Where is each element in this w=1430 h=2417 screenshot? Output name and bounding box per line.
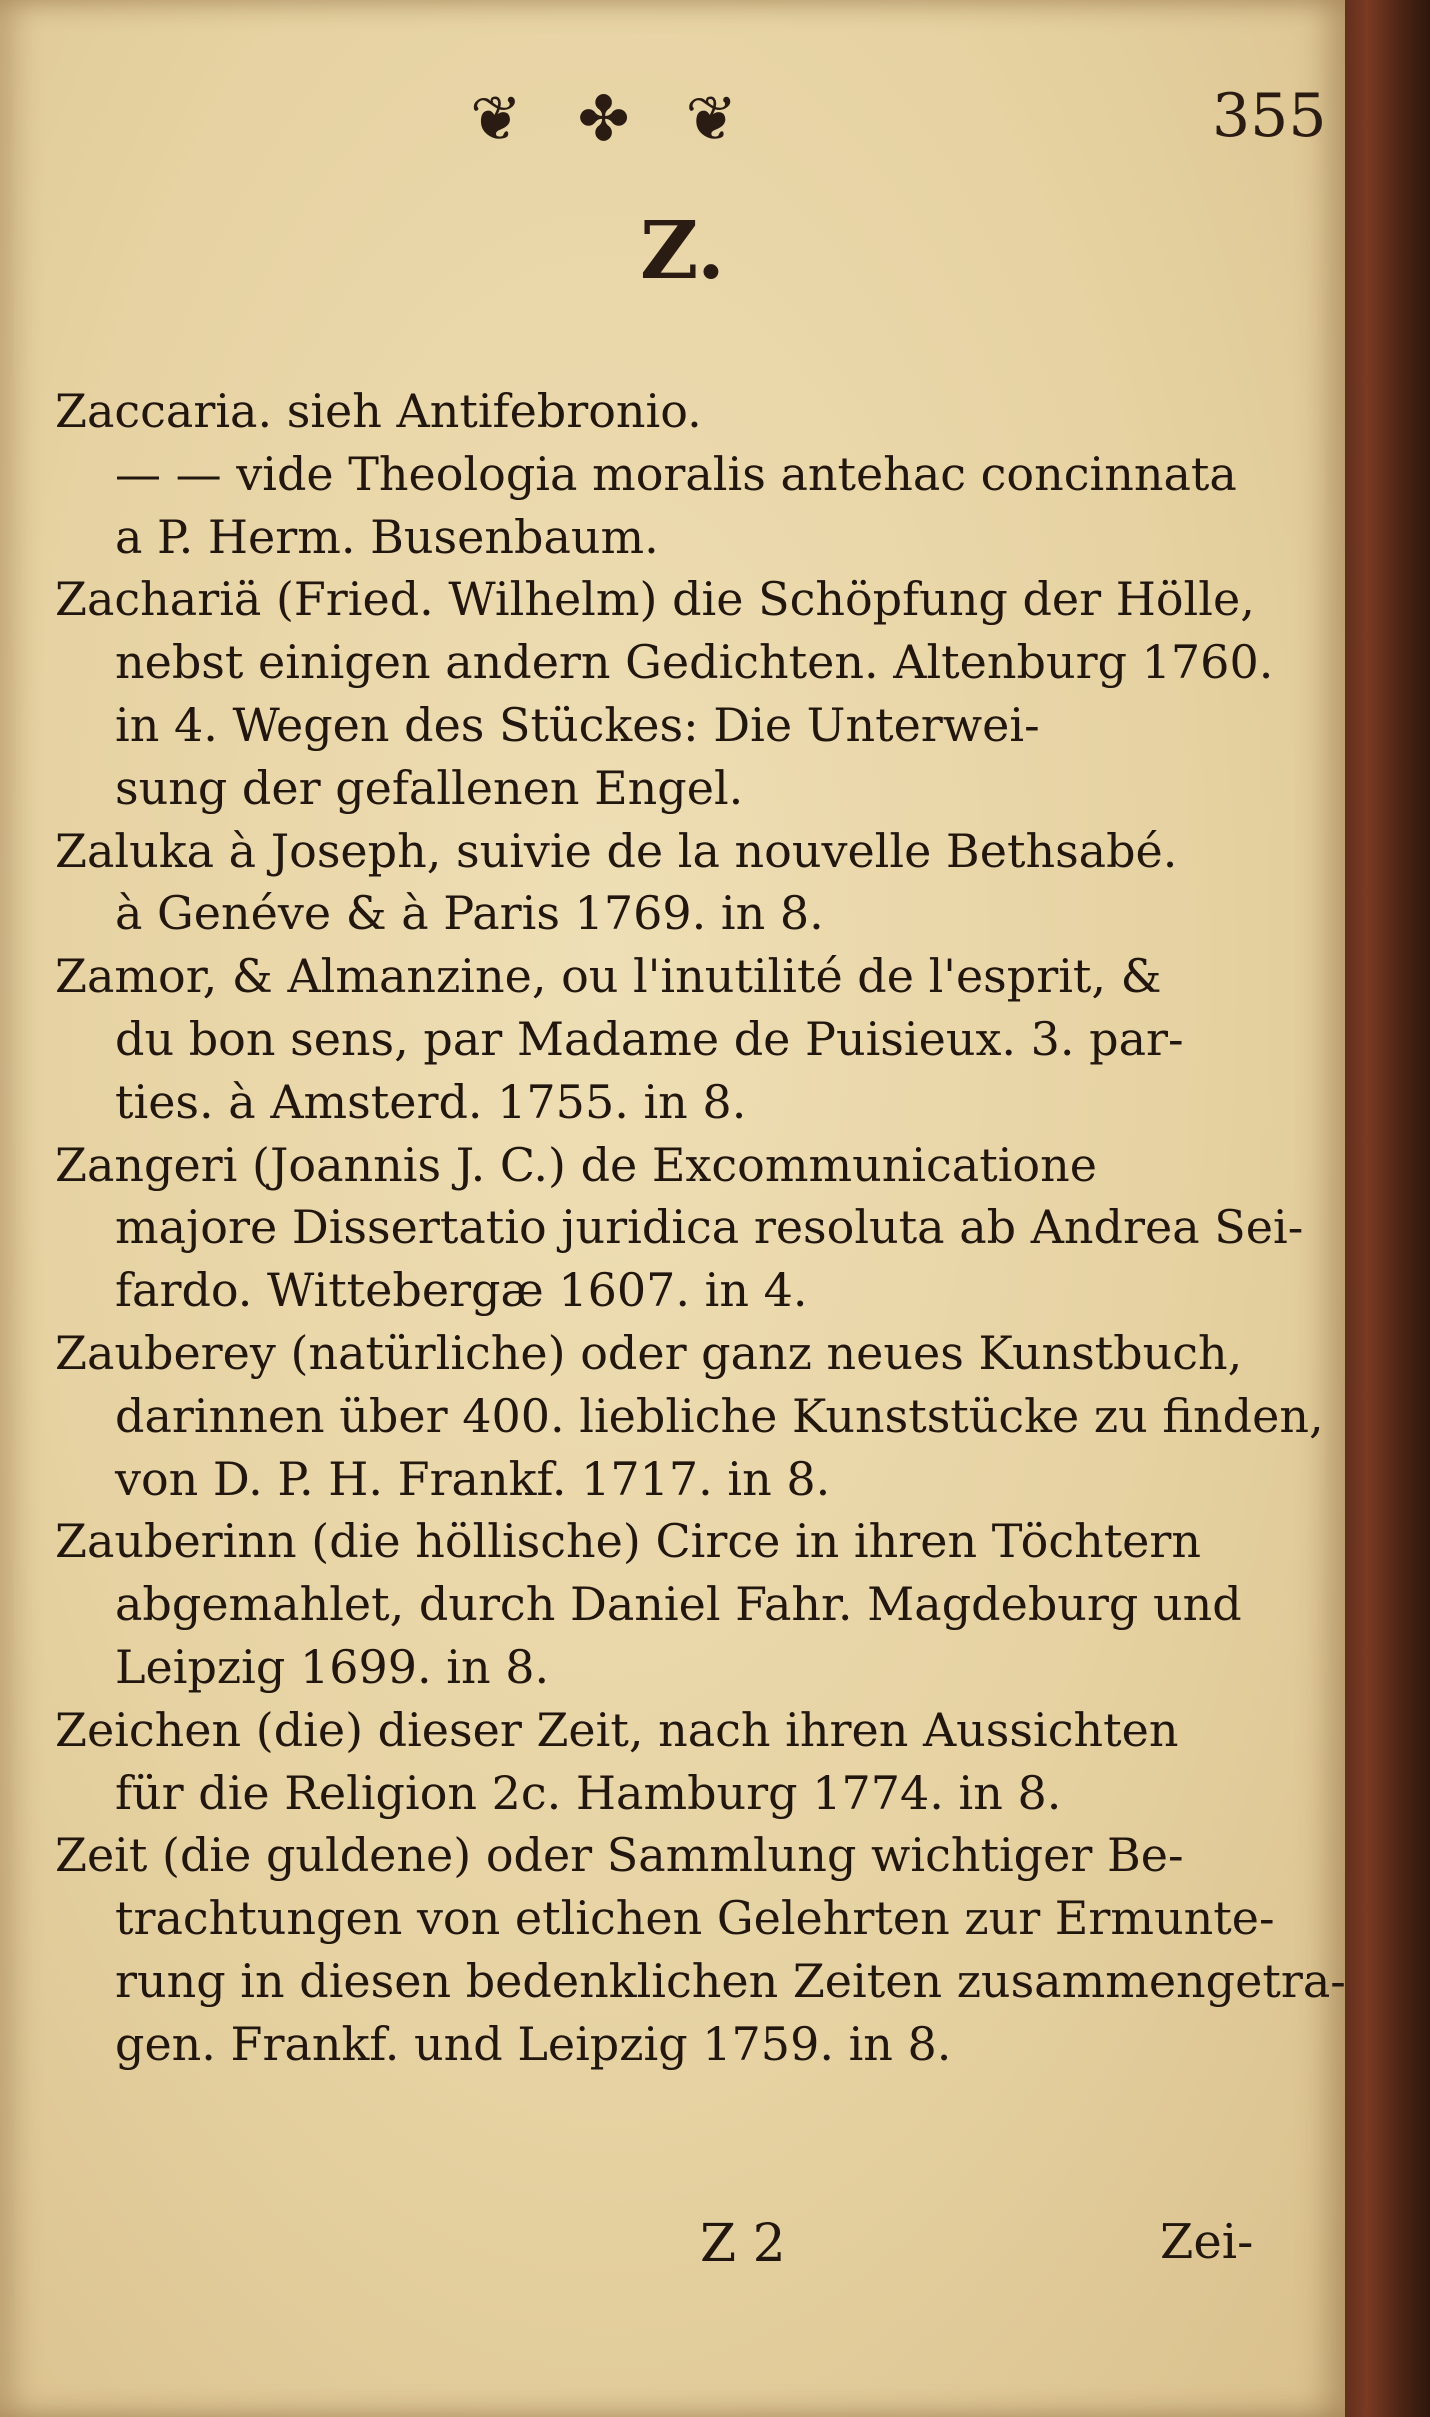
entry-headword-line: Zachariä (Fried. Wilhelm) die Schöpfung der Hölle, xyxy=(55,572,1255,627)
catchword: Zei- xyxy=(1160,2214,1254,2270)
entry-continuation-line: von D. P. H. Frankf. 1717. in 8. xyxy=(115,1451,831,1506)
bibliography-entry xyxy=(55,1824,1346,2075)
entry-continuation-line: rung in diesen bedenklichen Zeiten zusammengetra- xyxy=(115,1953,1346,2008)
bibliography-entry xyxy=(55,568,1330,819)
entry-continuation-line: fardo. Wittebergæ 1607. in 4. xyxy=(115,1263,808,1318)
bibliography-entry xyxy=(55,1699,1330,1825)
signature-mark: Z 2 xyxy=(700,2214,786,2274)
bibliography-entry xyxy=(55,820,1330,946)
entry-continuation-line: für die Religion 2c. Hamburg 1774. in 8. xyxy=(115,1765,1062,1820)
entry-continuation-line: abgemahlet, durch Daniel Fahr. Magdeburg und xyxy=(115,1577,1242,1632)
entry-headword-line: Zauberey (natürliche) oder ganz neues Kunstbuch, xyxy=(55,1325,1243,1380)
book-edge xyxy=(1340,0,1430,2417)
page-number: 355 xyxy=(1212,81,1327,151)
entry-continuation-line: a P. Herm. Busenbaum. xyxy=(115,509,659,564)
entry-continuation-line: ties. à Amsterd. 1755. in 8. xyxy=(115,1074,747,1129)
entry-headword-line: Zaluka à Joseph, suivie de la nouvelle Bethsabé. xyxy=(55,823,1178,878)
entry-continuation-line: majore Dissertatio juridica resoluta ab Andrea Sei- xyxy=(115,1200,1304,1255)
bibliography-entry xyxy=(55,380,1330,568)
entry-headword-line: Zeit (die guldene) oder Sammlung wichtiger Be- xyxy=(55,1828,1184,1883)
bibliography-entry xyxy=(55,945,1330,1133)
entry-headword-line: Zauberinn (die höllische) Circe in ihren Töchtern xyxy=(55,1514,1202,1569)
entry-continuation-line: à Genéve & à Paris 1769. in 8. xyxy=(115,886,824,941)
entry-headword-line: Zamor, & Almanzine, ou l'inutilité de l'esprit, & xyxy=(55,949,1162,1004)
entry-continuation-line: — — vide Theologia moralis antehac concinnata xyxy=(115,446,1237,501)
entry-continuation-line: darinnen über 400. liebliche Kunststücke zu finden, xyxy=(115,1388,1324,1443)
entry-continuation-line: sung der gefallenen Engel. xyxy=(115,760,744,815)
entry-headword-line: Zeichen (die) dieser Zeit, nach ihren Aussichten xyxy=(55,1702,1179,1757)
bibliography-entry xyxy=(55,1134,1330,1322)
entry-headword-line: Zaccaria. sieh Antifebronio. xyxy=(55,384,702,438)
entry-continuation-line: in 4. Wegen des Stückes: Die Unterwei- xyxy=(115,697,1040,752)
entry-continuation-line: Leipzig 1699. in 8. xyxy=(115,1639,550,1694)
entry-continuation-line: trachtungen von etlichen Gelehrten zur Ermunte- xyxy=(115,1891,1275,1946)
entry-continuation-line: du bon sens, par Madame de Puisieux. 3. par- xyxy=(115,1011,1184,1066)
bibliography-entry xyxy=(55,1322,1330,1510)
header-ornament: ❦ ✤ ❦ xyxy=(470,82,756,155)
entry-continuation-line: gen. Frankf. und Leipzig 1759. in 8. xyxy=(115,2016,952,2071)
entry-continuation-line: nebst einigen andern Gedichten. Altenburg 1760. xyxy=(115,635,1274,690)
bibliography-entries xyxy=(55,380,1346,2076)
section-heading: Z. xyxy=(640,203,725,297)
bibliography-entry xyxy=(55,1510,1330,1698)
entry-headword-line: Zangeri (Joannis J. C.) de Excommunicatione xyxy=(55,1137,1097,1192)
